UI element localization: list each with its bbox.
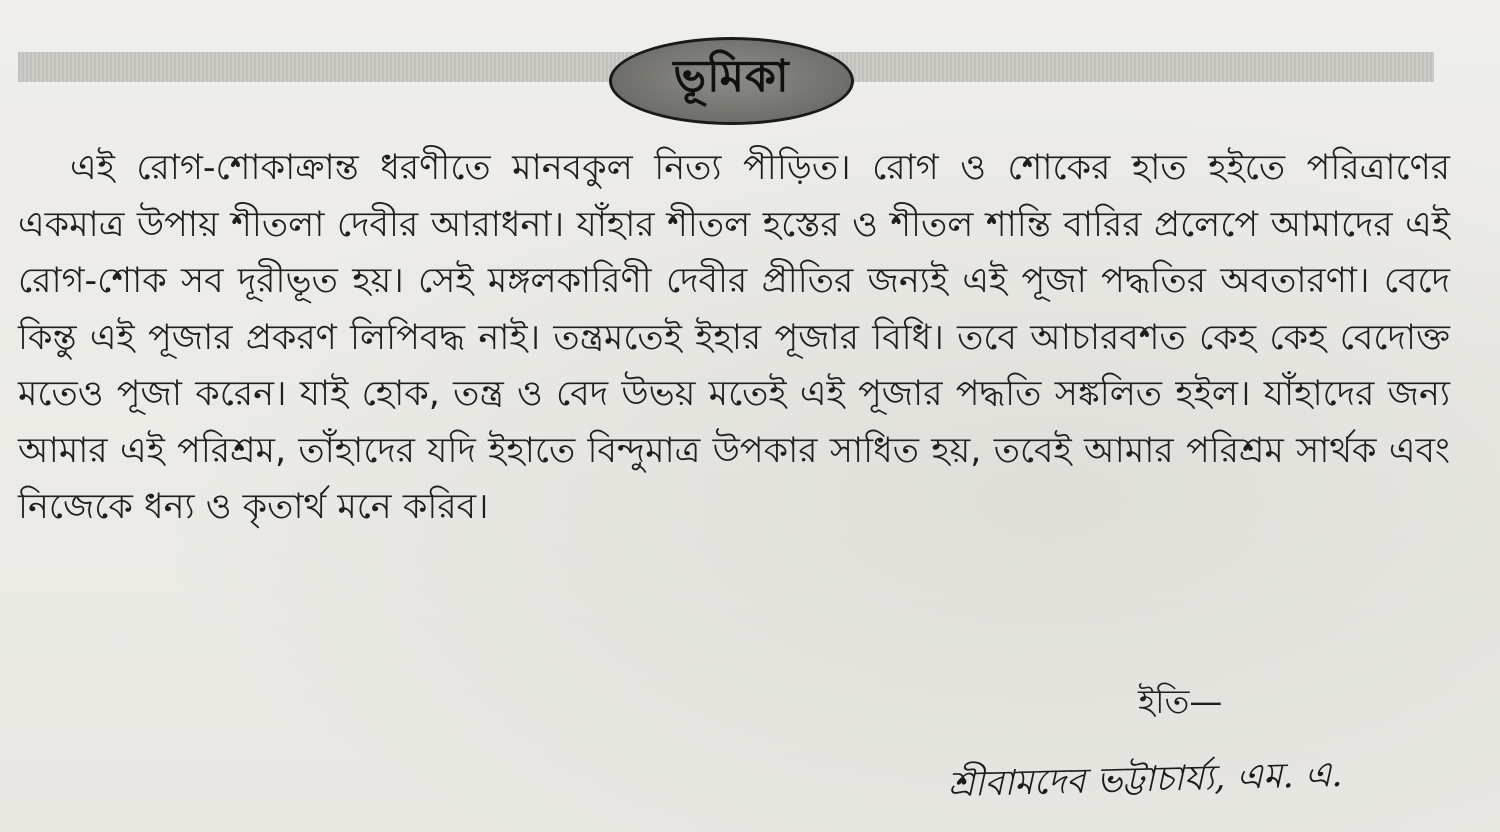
- page-title: ভূমিকা: [673, 50, 790, 102]
- title-oval-badge: [609, 37, 854, 125]
- preface-paragraph: এই রোগ-শোকাক্রান্ত ধরণীতে মানবকুল নিত্য পীড়িত। রোগ ও শোকের হাত হইতে পরিত্রাণের একমাত্র উপায় শীতলা দেবীর আরাধনা। যাঁহার শীতল হস্তের ও শীতল শান্তি বারির প্রলেপে আমাদের এই রোগ-শোক সব দূরীভূত হয়। সেই মঙ্গলকারিণী দেবীর প্রীতির জন্যই এই পূজা পদ্ধতির অবতারণা। বেদে কিন্তু এই পূজার প্রকরণ লিপিবদ্ধ নাই। তন্ত্রমতেই ইহার পূজার বিধি। তবে আচারবশত কেহ কেহ বেদোক্ত মতেও পূজা করেন। যাই হোক, তন্ত্র ও বেদ উভয় মতেই এই পূজার পদ্ধতি সঙ্কলিত হইল। যাঁহাদের জন্য আমার এই পরিশ্রম, তাঁহাদের যদি ইহাতে বিন্দুমাত্র উপকার সাধিত হয়, তবেই আমার পরিশ্রম সার্থক এবং নিজেকে ধন্য ও কৃতার্থ মনে করিব।: [18, 148, 1450, 527]
- closing-text: ইতি—: [1138, 682, 1223, 721]
- author-signature: শ্রীবামদেব ভট্টাচার্য্য, এম. এ.: [947, 754, 1343, 806]
